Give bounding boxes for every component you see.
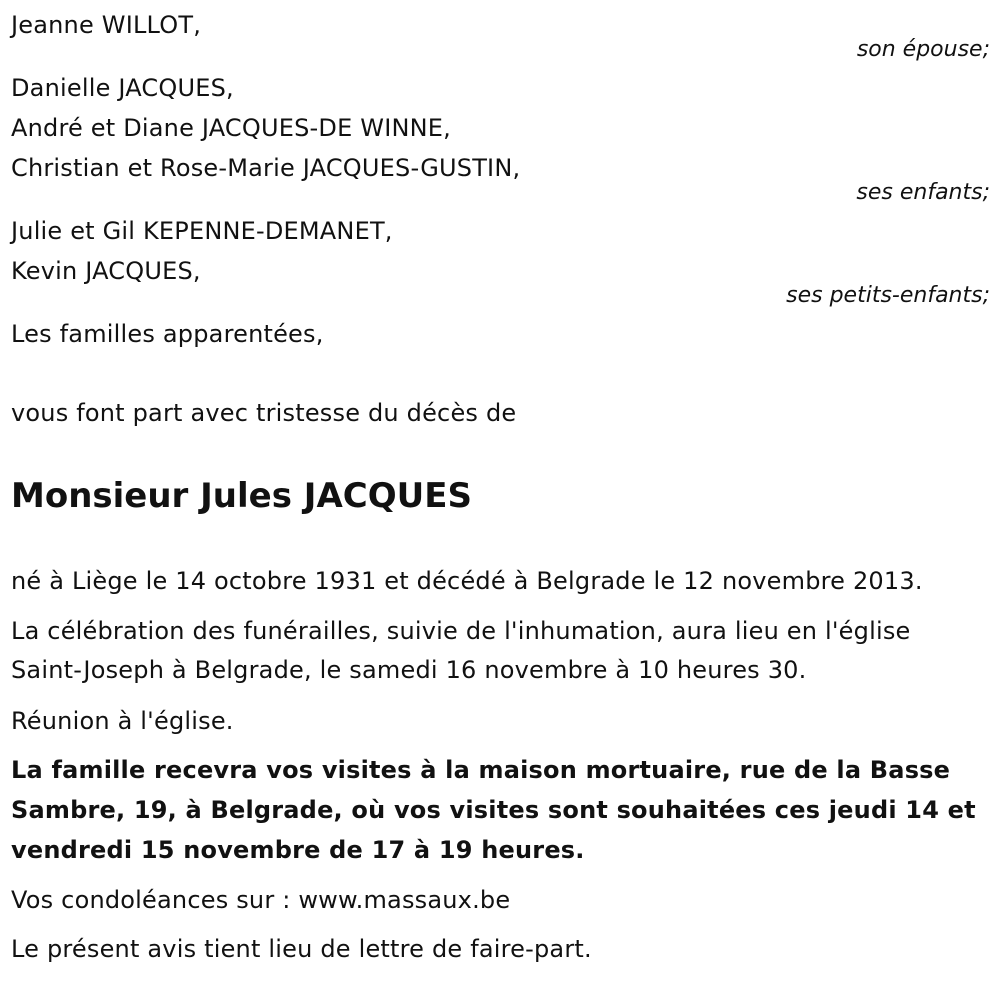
- notice-line: Le présent avis tient lieu de lettre de faire-part.: [11, 935, 592, 963]
- child-name: André et Diane JACQUES-DE WINNE,: [11, 114, 451, 142]
- ceremony-line: La célébration des funérailles, suivie de l'inhumation, aura lieu en l'église: [11, 617, 911, 645]
- children-role: ses enfants;: [856, 180, 990, 205]
- ceremony-line: Saint-Joseph à Belgrade, le samedi 16 novembre à 10 heures 30.: [11, 656, 807, 684]
- child-name: Danielle JACQUES,: [11, 74, 234, 102]
- grandchildren-role: ses petits-enfants;: [786, 283, 990, 308]
- spouse-role: son épouse;: [856, 37, 990, 62]
- condolences-line: Vos condoléances sur : www.massaux.be: [11, 886, 511, 914]
- birth-death-line: né à Liège le 14 octobre 1931 et décédé à Belgrade le 12 novembre 2013.: [11, 567, 923, 595]
- visits-line: vendredi 15 novembre de 17 à 19 heures.: [11, 836, 585, 864]
- grandchild-name: Kevin JACQUES,: [11, 257, 201, 285]
- intro-line: vous font part avec tristesse du décès de: [11, 399, 517, 427]
- visits-line: Sambre, 19, à Belgrade, où vos visites sont souhaitées ces jeudi 14 et: [11, 796, 976, 824]
- meeting-line: Réunion à l'église.: [11, 707, 234, 735]
- spouse-name: Jeanne WILLOT,: [11, 11, 202, 39]
- deceased-name: Monsieur Jules JACQUES: [11, 476, 472, 516]
- grandchild-name: Julie et Gil KEPENNE-DEMANET,: [11, 217, 393, 245]
- child-name: Christian et Rose-Marie JACQUES-GUSTIN,: [11, 154, 521, 182]
- visits-line: La famille recevra vos visites à la maison mortuaire, rue de la Basse: [11, 756, 951, 784]
- relatives-line: Les familles apparentées,: [11, 320, 324, 348]
